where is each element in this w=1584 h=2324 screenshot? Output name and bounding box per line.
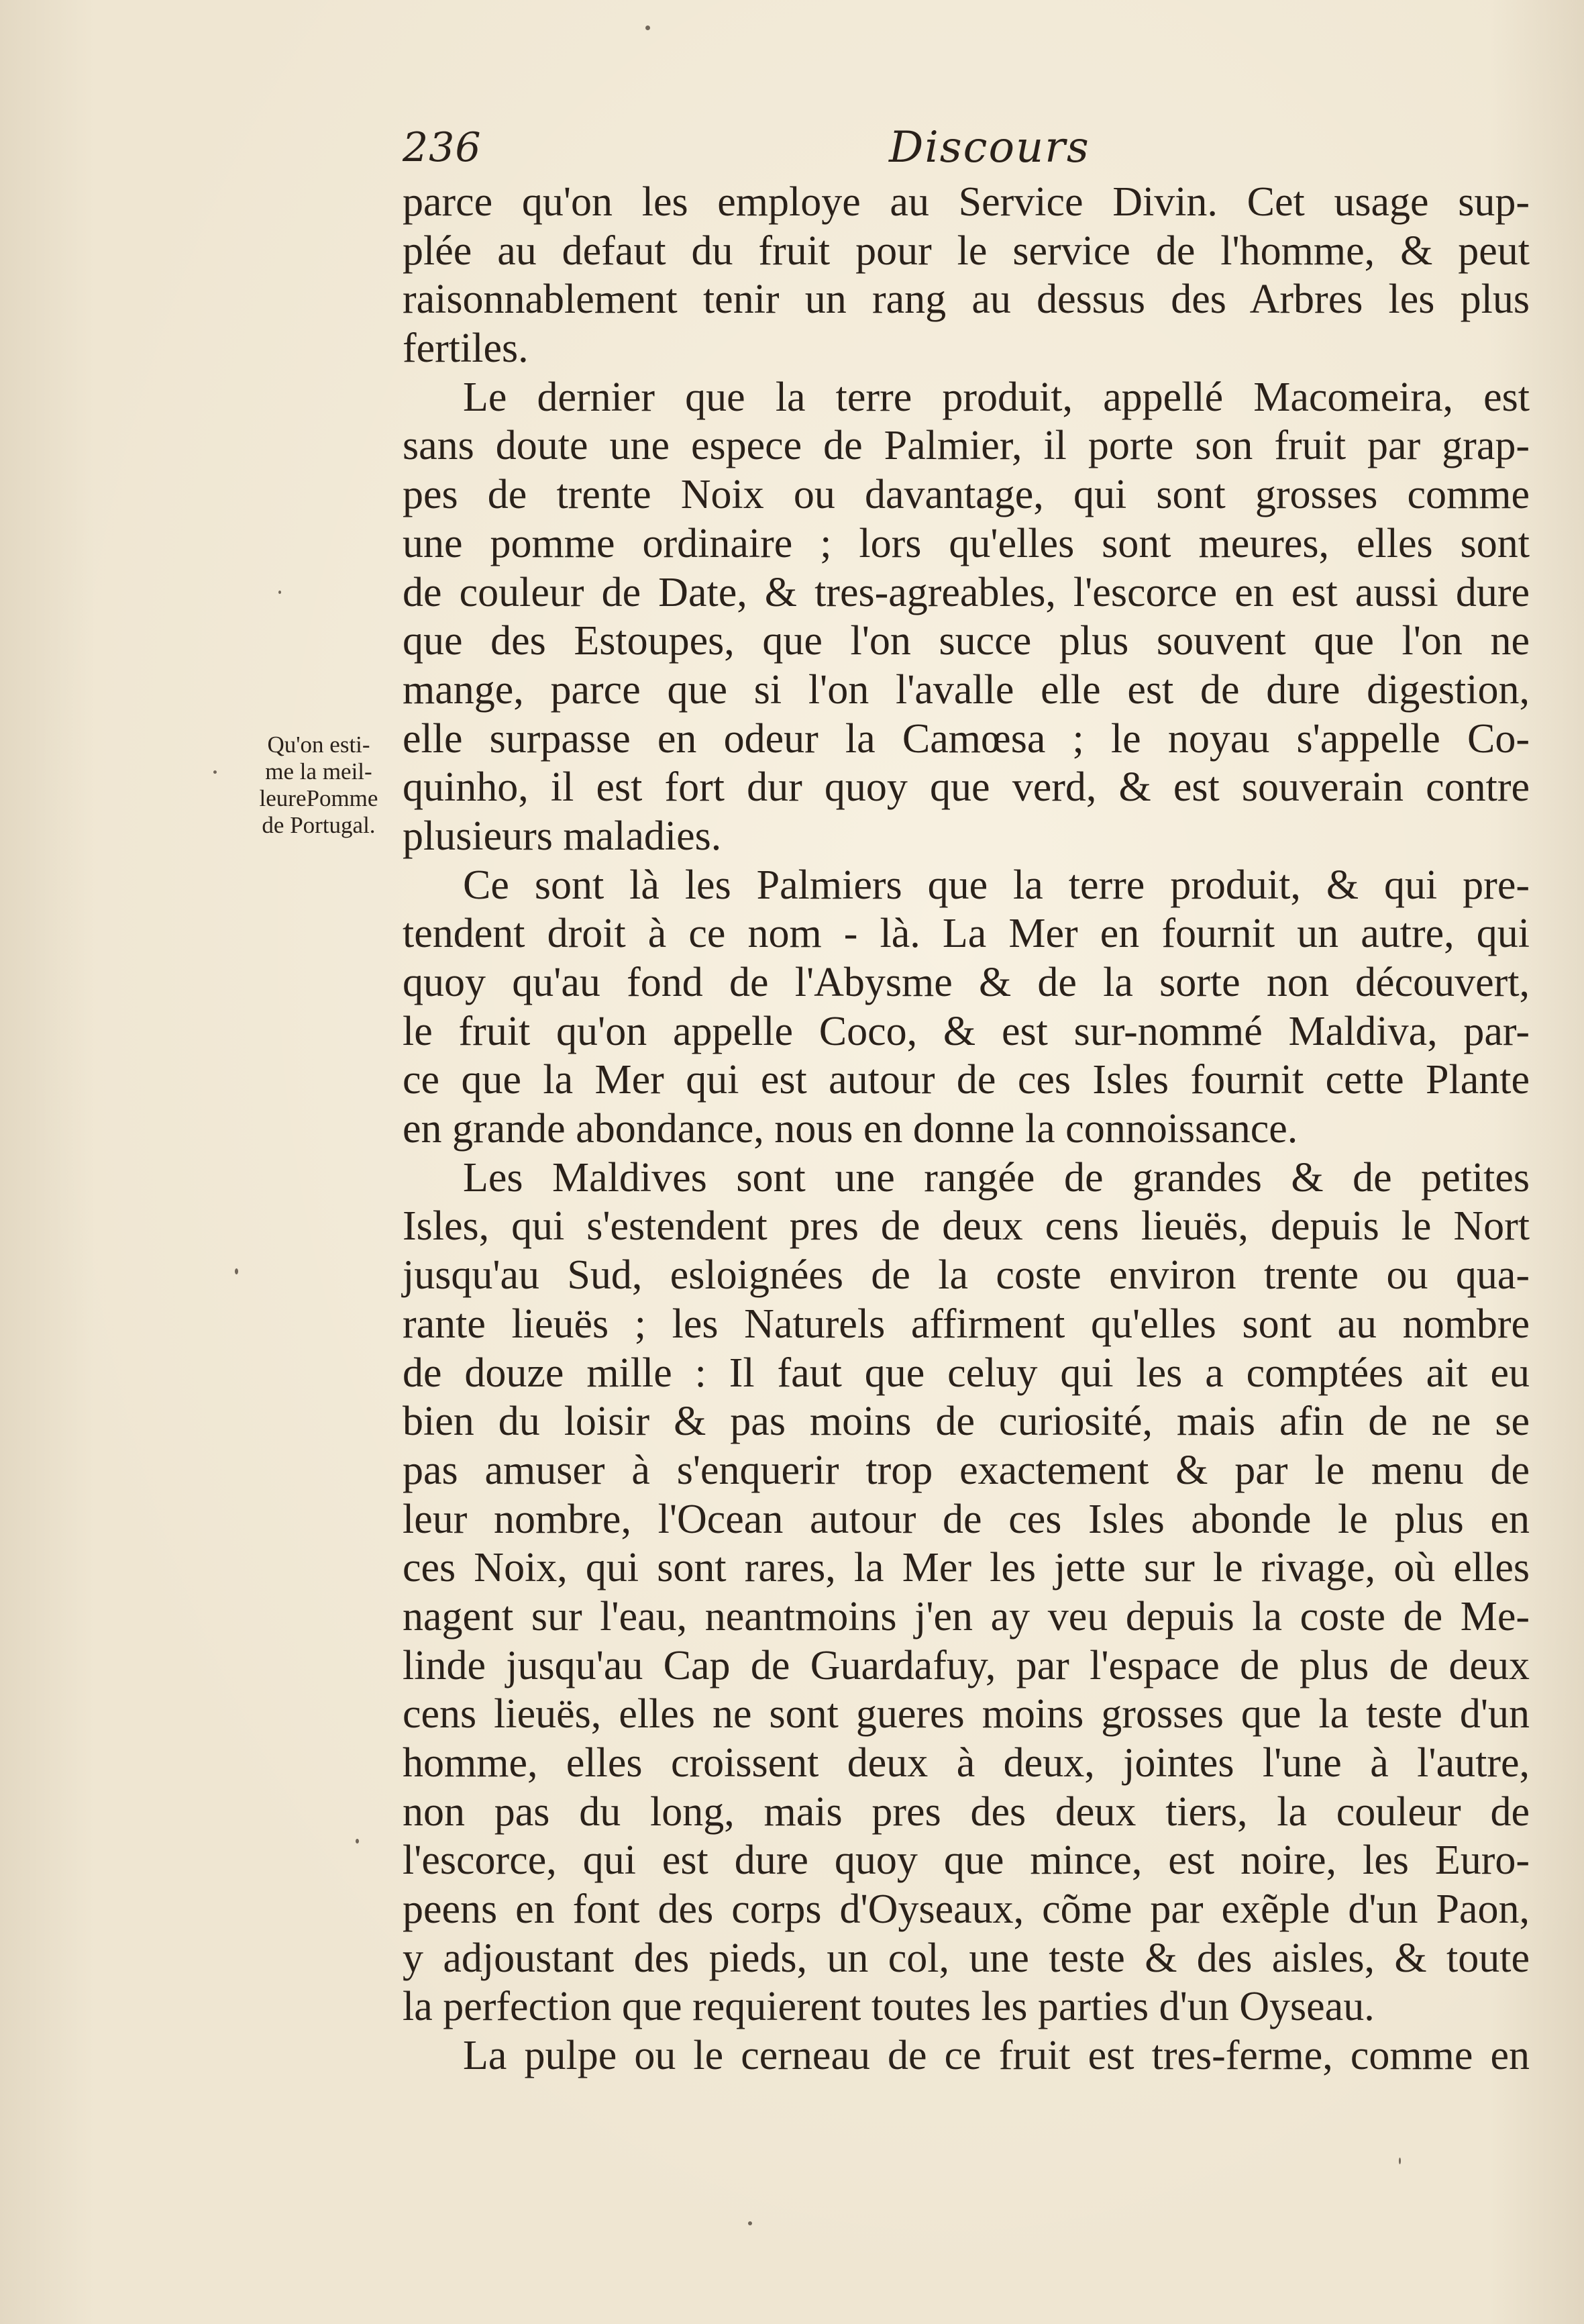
text-line: La pulpe ou le cerneau de ce fruit est tres-ferme, comme en bbox=[463, 2033, 1530, 2079]
text-line: quoy qu'au fond de l'Abysme & de la sorte non découvert, bbox=[403, 960, 1530, 1005]
text-line: fertiles. bbox=[403, 325, 529, 372]
text-line: le fruit qu'on appelle Coco, & est sur-nommé Maldiva, par- bbox=[403, 1008, 1530, 1054]
text-line: rante lieuës ; les Naturels affirment qu'elles sont au nombre bbox=[403, 1301, 1530, 1347]
text-line: Isles, qui s'estendent pres de deux cens lieuës, depuis le Nort bbox=[403, 1203, 1530, 1250]
text-line: ces Noix, qui sont rares, la Mer les jette sur le rivage, où elles bbox=[403, 1545, 1530, 1591]
margin-note bbox=[238, 731, 399, 839]
margin-note-line: me la meil- bbox=[265, 758, 372, 785]
ink-speck bbox=[748, 2221, 752, 2225]
text-line: Les Maldives sont une rangée de grandes & de petites bbox=[463, 1154, 1530, 1201]
text-line: pes de trente Noix ou davantage, qui sont grosses comme bbox=[403, 472, 1530, 518]
text-line: mange, parce que si l'on l'avalle elle est de dure digestion, bbox=[403, 666, 1530, 713]
text-line: bien du loisir & pas moins de curiosité, mais afin de ne se bbox=[403, 1399, 1530, 1445]
ink-speck bbox=[213, 770, 217, 774]
text-line: quinho, il est fort dur quoy que verd, & est souverain contre bbox=[403, 764, 1530, 811]
text-line: elle surpasse en odeur la Camœsa ; le noyau s'appelle Co- bbox=[403, 715, 1530, 762]
ink-speck bbox=[356, 1839, 359, 1843]
text-line: pas amuser à s'enquerir trop exactement & par le menu de bbox=[403, 1447, 1530, 1493]
text-line: raisonnablement tenir un rang au dessus des Arbres les plus bbox=[403, 276, 1530, 323]
text-line: leur nombre, l'Ocean autour de ces Isles abonde le plus en bbox=[403, 1496, 1530, 1542]
text-line: plée au defaut du fruit pour le service de l'homme, & peut bbox=[403, 228, 1530, 274]
text-line: jusqu'au Sud, esloignées de la coste environ trente ou qua- bbox=[403, 1252, 1530, 1299]
ink-speck bbox=[645, 26, 650, 30]
text-line: sans doute une espece de Palmier, il porte son fruit par grap- bbox=[403, 423, 1530, 469]
text-line: tendent droit à ce nom - là. La Mer en fournit un autre, qui bbox=[403, 911, 1530, 957]
text-line: non pas du long, mais pres des deux tiers, la couleur de bbox=[403, 1788, 1530, 1835]
running-head bbox=[403, 121, 1530, 174]
body-text bbox=[403, 178, 1530, 2080]
text-line: y adjoustant des pieds, un col, une teste & des aisles, & toute bbox=[403, 1935, 1530, 1981]
text-line: parce qu'on les employe au Service Divin. Cet usage sup- bbox=[403, 179, 1530, 225]
text-line: homme, elles croissent deux à deux, jointes l'une à l'autre, bbox=[403, 1740, 1530, 1786]
text-line: plusieurs maladies. bbox=[403, 813, 722, 859]
ink-speck bbox=[1399, 2158, 1401, 2164]
text-line: Ce sont là les Palmiers que la terre produit, & qui pre- bbox=[463, 862, 1530, 908]
text-line: linde jusqu'au Cap de Guardafuy, par l'espace de plus de deux bbox=[403, 1642, 1530, 1688]
text-line: peens en font des corps d'Oyseaux, cõme par exẽple d'un Paon, bbox=[403, 1886, 1530, 1933]
margin-note-line: leurePomme bbox=[259, 785, 378, 811]
margin-note-line: Qu'on esti- bbox=[267, 731, 370, 758]
running-title: Discours bbox=[889, 123, 1090, 172]
text-line: ce que la Mer qui est autour de ces Isles fournit cette Plante bbox=[403, 1057, 1530, 1103]
text-line: une pomme ordinaire ; lors qu'elles sont meures, elles sont bbox=[403, 520, 1530, 566]
ink-speck bbox=[235, 1268, 238, 1274]
margin-note-line: de Portugal. bbox=[262, 812, 376, 838]
text-line: nagent sur l'eau, neantmoins j'en ay veu depuis la coste de Me- bbox=[403, 1593, 1530, 1639]
text-line: que des Estoupes, que l'on succe plus souvent que l'on ne bbox=[403, 618, 1530, 664]
text-line: cens lieuës, elles ne sont gueres moins grosses que la teste d'un bbox=[403, 1691, 1530, 1737]
text-line: l'escorce, qui est dure quoy que mince, est noire, les Euro- bbox=[403, 1837, 1530, 1884]
text-line: de douze mille : Il faut que celuy qui les a comptées ait eu bbox=[403, 1350, 1530, 1396]
text-line: Le dernier que la terre produit, appellé Macomeira, est bbox=[463, 374, 1530, 420]
ink-speck bbox=[278, 591, 281, 594]
page-number: 236 bbox=[403, 124, 482, 171]
text-line: la perfection que requierent toutes les parties d'un Oyseau. bbox=[403, 1984, 1375, 2030]
text-line: en grande abondance, nous en donne la connoissance. bbox=[403, 1106, 1298, 1152]
text-line: de couleur de Date, & tres-agreables, l'escorce en est aussi dure bbox=[403, 569, 1530, 615]
